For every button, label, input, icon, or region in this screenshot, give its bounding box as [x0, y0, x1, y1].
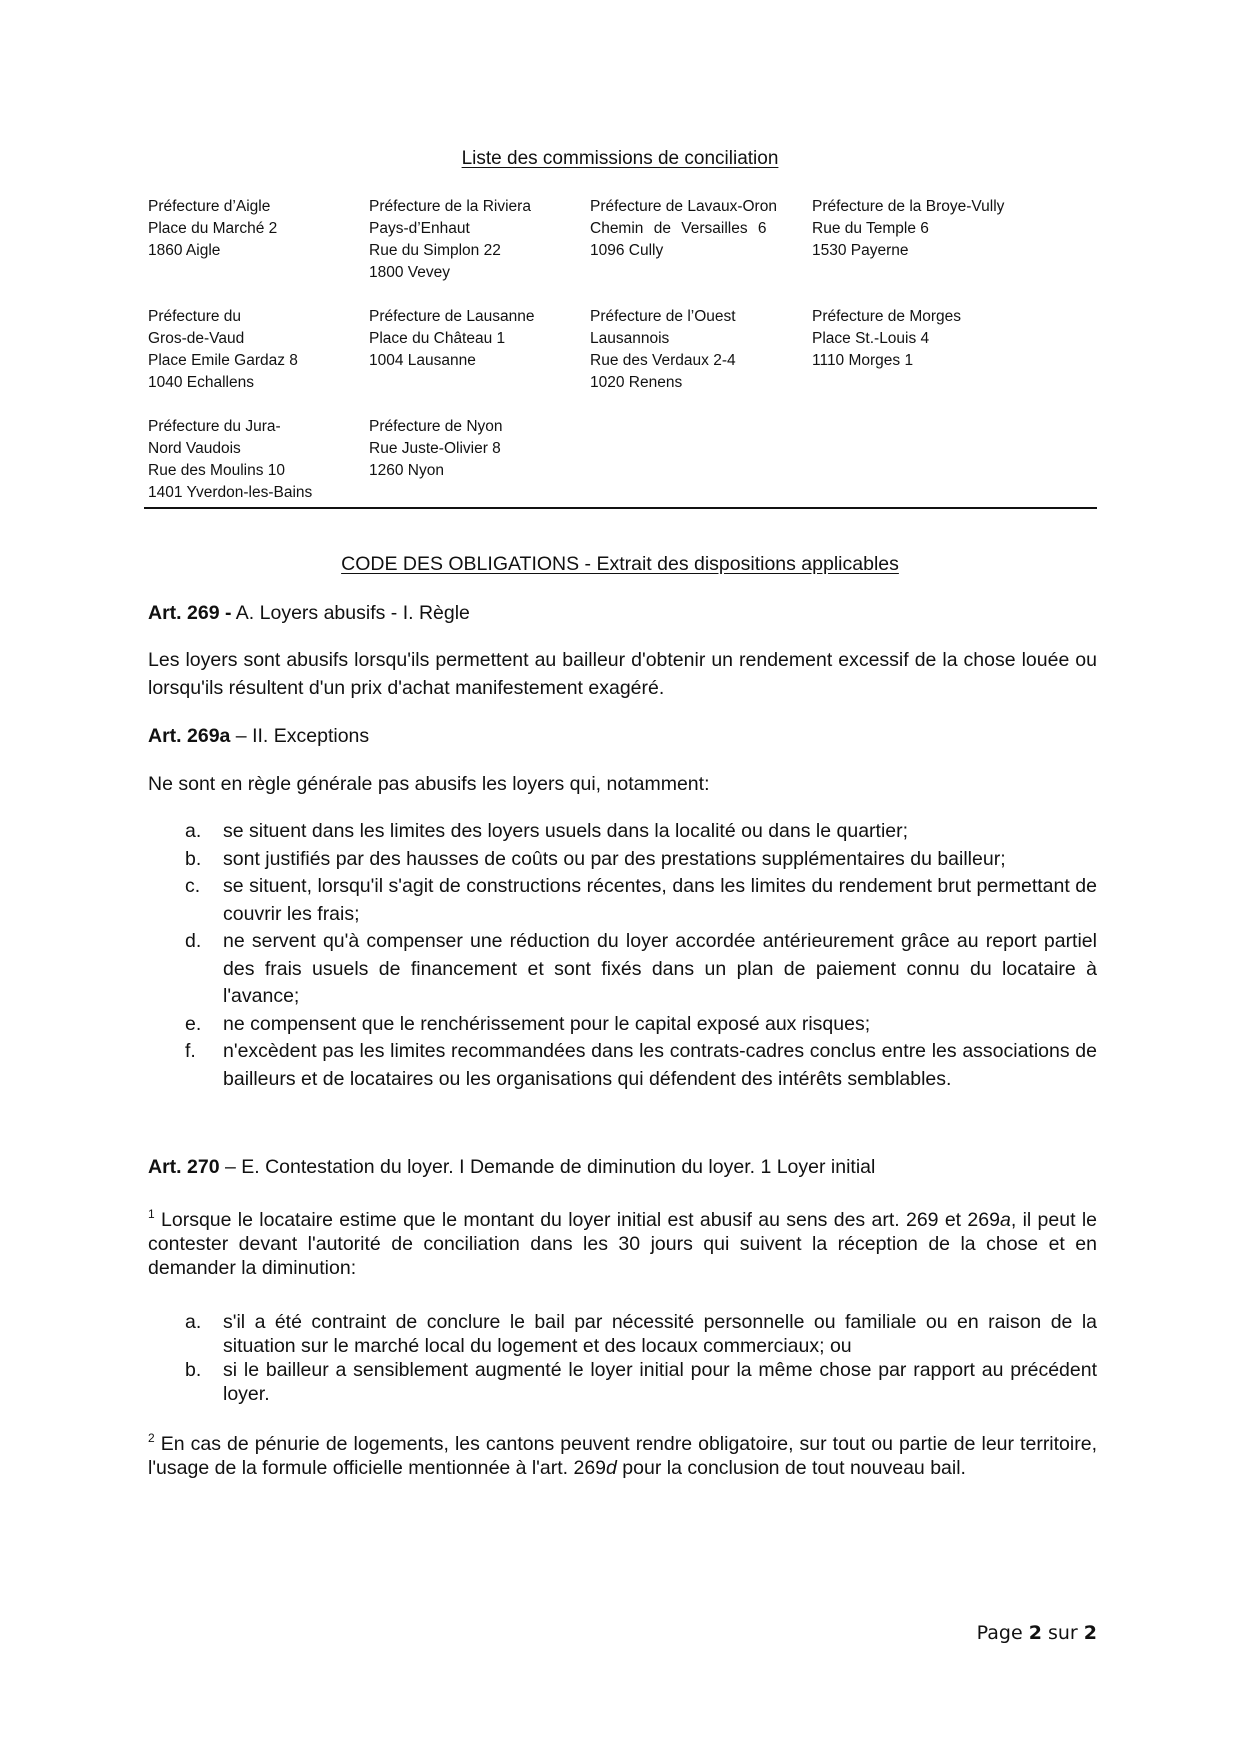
commission-city: 1800 Vevey — [369, 264, 451, 281]
art-title: – E. Contestation du loyer. I Demande de diminution du loyer. 1 Loyer initial — [219, 1156, 876, 1178]
commission-street: Place Emile Gardaz 8 — [148, 352, 298, 369]
list-marker: a. — [185, 820, 202, 842]
commission-street: Place du Château 1 — [369, 330, 506, 347]
commission-entry-ouest-lausannois — [590, 306, 811, 394]
list-item — [185, 818, 1097, 846]
art-270-paragraph-1 — [148, 1208, 1097, 1280]
commission-city: 1110 Morges 1 — [812, 352, 914, 369]
art-title: – II. Exceptions — [230, 725, 370, 747]
commissions-row — [148, 416, 1098, 526]
commission-entry-nyon — [369, 416, 590, 482]
commission-name: Préfecture de Lavaux-Oron — [590, 198, 777, 215]
list-marker: e. — [185, 1012, 202, 1035]
art-title: A. Loyers abusifs - I. Règle — [231, 602, 470, 624]
list-item — [185, 873, 1097, 928]
commission-street: Place du Marché 2 — [148, 220, 278, 237]
commission-entry-aigle — [148, 196, 369, 262]
commission-name-cont: Gros-de-Vaud — [148, 330, 245, 347]
art-269a-intro: Ne sont en règle générale pas abusifs les loyers qui, notamment: — [148, 773, 710, 795]
total-pages: 2 — [1083, 1622, 1097, 1644]
commission-name: Préfecture d’Aigle — [148, 198, 271, 215]
commission-street: Rue Juste-Olivier 8 — [369, 440, 501, 457]
commission-entry-morges — [812, 306, 1033, 372]
page-separator: sur — [1041, 1622, 1084, 1644]
commission-street: Place St.-Louis 4 — [812, 330, 930, 347]
art-269-heading — [148, 599, 1097, 627]
page-number — [977, 1622, 1097, 1644]
list-item — [185, 1310, 1097, 1358]
list-item — [185, 1358, 1097, 1406]
list-marker: b. — [185, 1359, 202, 1381]
list-item-text: ne servent qu'à compenser une réduction du loyer accordée antérieurement grâce au report partiel des frais usuels de financement et sont fixés dans un plan de paiement connu du locataire à l'avance; — [223, 930, 1097, 1007]
commission-entry-broye-vully — [812, 196, 1033, 262]
art-270-paragraph-2 — [148, 1432, 1097, 1480]
commission-street: Chemin de Versailles 6 — [590, 220, 767, 237]
list-item — [185, 928, 1097, 1011]
art-number: Art. 270 — [148, 1156, 220, 1178]
commission-city: 1004 Lausanne — [369, 352, 476, 369]
paragraph-text-cont: pour la conclusion de tout nouveau bail. — [616, 1457, 966, 1479]
commissions-list — [148, 196, 1098, 526]
current-page: 2 — [1028, 1622, 1042, 1644]
list-item-text: ne compensent que le renchérissement pour le capital exposé aux risques; — [223, 1012, 871, 1035]
commission-city: 1530 Payerne — [812, 242, 909, 259]
paragraph-text-cont: , il peut le contester devant l'autorité de conciliation dans les 30 jours qui suivent la réception de la chose et en demander la diminution: — [148, 1209, 1097, 1279]
commission-city: 1096 Cully — [590, 242, 664, 259]
list-item-text: n'excèdent pas les limites recommandées dans les contrats-cadres conclus entre les associations de bailleurs et de locataires ou les organisations qui défendent des intérêts semblables. — [223, 1040, 1097, 1090]
commission-city: 1401 Yverdon-les-Bains — [148, 484, 313, 501]
list-item-text: se situent, lorsqu'il s'agit de constructions récentes, dans les limites du rendement brut permettant de couvrir les frais; — [223, 875, 1097, 925]
list-marker: f. — [185, 1040, 196, 1062]
list-marker: d. — [185, 930, 202, 952]
list-item-text: s'il a été contraint de conclure le bail par nécessité personnelle ou familiale ou en raison de la situation sur le marché local du logement et des locaux commerciaux; ou — [223, 1311, 1097, 1357]
commissions-row — [148, 306, 1098, 416]
paragraph-number: 1 — [148, 1207, 155, 1221]
list-item-text: se situent dans les limites des loyers usuels dans la localité ou dans le quartier; — [223, 820, 909, 842]
list-item — [185, 846, 1097, 874]
commission-street: Rue des Verdaux 2-4 — [590, 352, 736, 369]
commission-name-cont: Pays-d’Enhaut — [369, 220, 470, 237]
list-marker: a. — [185, 1311, 202, 1333]
commission-street: Rue du Simplon 22 — [369, 242, 501, 259]
art-number: Art. 269 - — [148, 602, 232, 624]
commission-name: Préfecture de l’Ouest — [590, 308, 736, 325]
commission-name: Préfecture de Lausanne — [369, 308, 535, 325]
code-obligations-title: CODE DES OBLIGATIONS - Extrait des dispositions applicables — [341, 553, 899, 575]
list-marker: b. — [185, 847, 202, 870]
commissions-title: Liste des commissions de conciliation — [461, 148, 779, 169]
commission-name: Préfecture de Nyon — [369, 418, 503, 435]
commission-city: 1040 Echallens — [148, 374, 254, 391]
commission-city: 1020 Renens — [590, 374, 683, 391]
art-270-heading — [148, 1153, 1097, 1181]
art-number: Art. 269a — [148, 725, 231, 747]
commission-name: Préfecture du — [148, 308, 242, 325]
commission-name: Préfecture de la Riviera — [369, 198, 531, 215]
paragraph-number: 2 — [148, 1431, 155, 1445]
commission-name-cont: Nord Vaudois — [148, 440, 241, 457]
commission-entry-gros-de-vaud — [148, 306, 369, 394]
commission-entry-riviera — [369, 196, 590, 284]
list-item — [185, 1038, 1097, 1093]
commission-city: 1260 Nyon — [369, 462, 444, 479]
paragraph-text: En cas de pénurie de logements, les cantons peuvent rendre obligatoire, sur tout ou partie de leur territoire, l'usage de la formule officielle mentionnée à l'art. 269 — [148, 1433, 1097, 1479]
list-item — [185, 1011, 1097, 1039]
commission-entry-lavaux-oron — [590, 196, 811, 262]
commissions-row — [148, 196, 1098, 306]
list-item-text: sont justifiés par des hausses de coûts ou par des prestations supplémentaires du bailleur; — [223, 847, 1006, 870]
art-269-text: Les loyers sont abusifs lorsqu'ils permettent au bailleur d'obtenir un rendement excessif de la chose louée ou lorsqu'ils résultent d'un prix d'achat manifestement exagéré. — [148, 649, 1097, 699]
commission-name: Préfecture de la Broye-Vully — [812, 198, 1005, 215]
page-label: Page — [976, 1622, 1029, 1644]
commission-street: Rue du Temple 6 — [812, 220, 929, 237]
list-marker: c. — [185, 875, 201, 897]
commission-entry-jura-nord-vaudois — [148, 416, 369, 504]
commission-name: Préfecture du Jura- — [148, 418, 281, 435]
commission-name: Préfecture de Morges — [812, 308, 962, 325]
paragraph-text: Lorsque le locataire estime que le montant du loyer initial est abusif au sens des art. 269 et 269 — [154, 1209, 1000, 1231]
art-269a-heading — [148, 722, 1097, 750]
section-divider — [144, 507, 1097, 509]
art-269a-exceptions-list — [185, 818, 1097, 1093]
paragraph-italic: a — [999, 1209, 1011, 1231]
paragraph-italic: d — [606, 1457, 617, 1479]
commission-city: 1860 Aigle — [148, 242, 221, 259]
art-270-conditions-list — [185, 1310, 1097, 1406]
list-item-text: si le bailleur a sensiblement augmenté le loyer initial pour la même chose par rapport au précédent loyer. — [223, 1359, 1097, 1405]
commission-name-cont: Lausannois — [590, 330, 670, 347]
commission-street: Rue des Moulins 10 — [148, 462, 285, 479]
commission-entry-lausanne — [369, 306, 590, 372]
